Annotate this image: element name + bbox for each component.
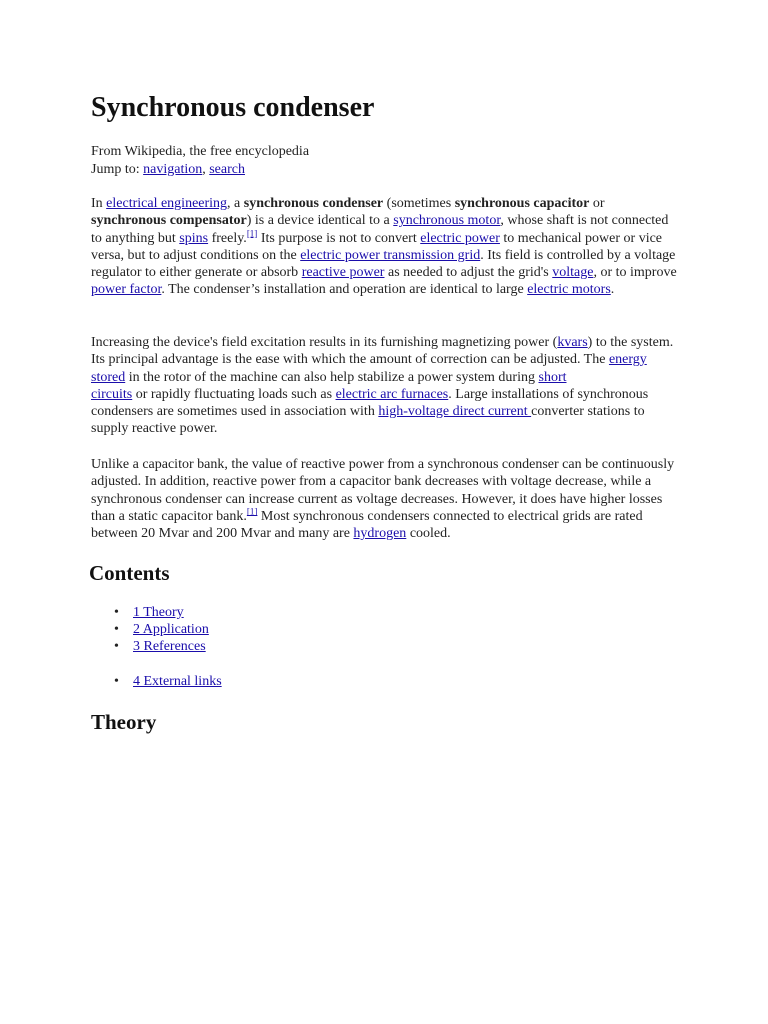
source-line: From Wikipedia, the free encyclopedia — [91, 144, 310, 159]
link-text: short — [538, 369, 567, 385]
link-hydrogen[interactable]: hydrogen — [353, 526, 407, 542]
text: or rapidly fluctuating loads such as — [132, 386, 336, 402]
link-hvdc[interactable]: high-voltage direct current — [378, 404, 532, 420]
link-electric-motors[interactable]: electric motors — [527, 282, 611, 298]
link-power-factor[interactable]: power factor — [91, 282, 162, 298]
bold-term: synchronous condenser — [243, 196, 384, 211]
toc-item — [111, 621, 209, 638]
text: in the rotor of the machine can also help stabilize a power system during — [125, 369, 539, 385]
jump-separator: , — [202, 161, 210, 177]
text: , whose shaft is not connected to anything but — [91, 213, 669, 246]
link-text: circuits — [91, 386, 133, 402]
text: In — [91, 196, 107, 211]
link-kvars[interactable]: kvars — [557, 335, 588, 350]
advantage-paragraph — [91, 334, 681, 438]
bullet-icon: • — [114, 605, 119, 620]
text: ) is a device identical to a — [246, 213, 394, 229]
bold-term: synchronous capacitor — [454, 196, 590, 211]
bold-term: synchronous compensator — [91, 213, 247, 229]
site-subtitle — [91, 143, 309, 178]
text: Increasing the device's field excitation results in its furnishing magnetizing power ( — [91, 335, 558, 350]
text: or — [589, 196, 605, 211]
toc-link-references[interactable]: 3 References — [133, 639, 206, 654]
text: . The condenser’s installation and operation are identical to large — [161, 282, 528, 298]
text: , or to improve — [593, 265, 677, 281]
text: Its purpose is not to convert — [257, 230, 421, 246]
contents-heading: Contents — [89, 561, 170, 585]
text: , a — [227, 196, 244, 211]
jump-to-label: Jump to: — [91, 161, 144, 177]
intro-paragraph — [91, 195, 681, 299]
link-synchronous-motor[interactable]: synchronous motor — [393, 213, 501, 229]
text: ) to the system. Its principal advantage is the ease with which the amount of correction can be adjusted. The — [91, 335, 674, 368]
comparison-paragraph — [91, 456, 681, 542]
bullet-icon: • — [114, 639, 119, 654]
link-voltage[interactable]: voltage — [552, 265, 594, 281]
link-electric-power-transmission-grid[interactable]: electric power transmission grid — [300, 247, 481, 263]
text: Unlike a capacitor bank, the value of reactive power from a synchronous condenser can be continuously adjusted. In addition, reactive power from a capacitor bank decreases with voltage decrease, while a synchronous condenser can increase current as voltage decreases. However, it does have higher losses than a static capacitor bank. — [91, 457, 675, 524]
toc-link-external-links[interactable]: 4 External links — [133, 674, 222, 689]
bullet-icon: • — [114, 674, 119, 689]
text: as needed to adjust the grid's — [384, 265, 553, 281]
text: (sometimes — [383, 196, 455, 211]
text: . Large installations of synchronous condensers are sometimes used in association with — [91, 386, 649, 420]
search-link[interactable]: search — [209, 161, 245, 177]
text: converter stations to supply reactive power. — [91, 404, 645, 437]
text: to mechanical power or vice versa, but to adjust conditions on the — [91, 230, 663, 263]
toc-item — [111, 673, 222, 690]
text: freely. — [208, 230, 247, 246]
citation-link[interactable]: [1] — [246, 506, 258, 517]
bullet-icon: • — [114, 622, 119, 637]
toc-link-theory[interactable]: 1 Theory — [133, 605, 184, 620]
link-reactive-power[interactable]: reactive power — [301, 265, 385, 281]
page-title: Synchronous condenser — [91, 92, 375, 123]
text: Most synchronous condensers connected to electrical grids are rated between 20 Mvar and 200 Mvar and many are — [91, 508, 643, 542]
link-electric-arc-furnaces[interactable]: electric arc furnaces — [335, 386, 449, 402]
link-spins[interactable]: spins — [179, 230, 209, 246]
link-energy-stored[interactable]: energy stored — [91, 352, 647, 385]
table-of-contents — [111, 604, 209, 655]
text: cooled. — [406, 526, 451, 542]
text: . Its field is controlled by a voltage regulator to either generate or absorb — [91, 247, 676, 281]
text: . — [610, 282, 615, 298]
navigation-link[interactable]: navigation — [143, 161, 203, 177]
table-of-contents-continued — [111, 673, 222, 690]
theory-heading: Theory — [91, 710, 157, 734]
citation-link[interactable]: [1] — [246, 227, 258, 238]
toc-item — [111, 604, 209, 621]
toc-link-application[interactable]: 2 Application — [133, 622, 209, 637]
toc-item — [111, 638, 209, 655]
link-electrical-engineering[interactable]: electrical engineering — [106, 196, 228, 211]
link-electric-power[interactable]: electric power — [420, 230, 500, 246]
jump-to-line — [91, 161, 309, 179]
